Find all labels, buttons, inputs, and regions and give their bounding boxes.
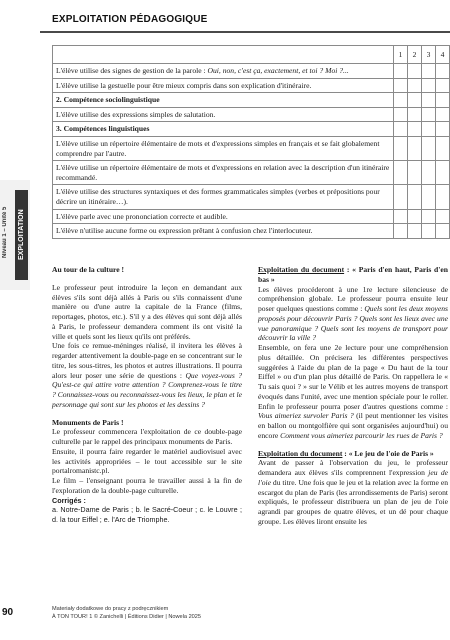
grid-cell-text: L'élève utilise un répertoire élémentaire de mots et d'expressions en relation avec la description d'un itinéraire recommandé. bbox=[53, 161, 394, 185]
side-section-label: EXPLOITATION PÉDAGOGIQUE bbox=[15, 190, 28, 280]
section-heading-paris: Exploitation du document : « Paris d'en haut, Paris d'en bas » bbox=[258, 265, 448, 284]
grid-scale-row bbox=[53, 46, 450, 64]
paragraph: Ensemble, on fera une 2e lecture pour une compréhension plus détaillée. On précisera les différentes perspectives suggérées à l'aide du plan de la page « Du haut de la tour Eiffel » ou d'un plan plus détaillé de Paris. On rappellera le « Tu sais quoi ? » sur le Vélib et les autres moyens de transport évoqués dans l'unité, avec une mention spéciale pour le roller. Enfin le professeur pourra poser d'autres questions comme : Vous aimeriez survoler Paris ? (il peut mentionner les visites en ballon ou montgolfière qui sont organisées aujourd'hui) ou encore Comment vous aimeriez parcourir les rues de Paris ? bbox=[258, 343, 448, 440]
section-heading-monuments: Monuments de Paris ! bbox=[52, 417, 124, 427]
paragraph: Le professeur commencera l'exploitation de ce double-page culturelle par le rappel des principaux monuments de Paris. bbox=[52, 427, 242, 446]
page-number: 90 bbox=[2, 607, 14, 618]
side-level-label: Niveau 1 – Unité 5 bbox=[2, 206, 8, 258]
grid-row bbox=[53, 136, 450, 160]
corriges-label: Corrigés : bbox=[52, 495, 86, 505]
grid-row bbox=[53, 64, 450, 79]
grid-row bbox=[53, 107, 450, 122]
grid-cell-text: L'élève utilise un répertoire élémentaire de mots et d'expressions simples en français et se fait globalement comprendre par l'autre. bbox=[53, 136, 394, 160]
paragraph: Une fois ce remue-méninges réalisé, il invitera les élèves à regarder attentivement la double-page en se concentrant sur le titre, les sous-titres, les photos et autres illustrations. Il pourra alors leur poser une série de questions : Que voyez-vous ? Qu'est-ce qui attire votre attention ? Comprenez-vous le titre ? Connaissez-vous ou reconnaissez-vous les lieux, le plan et le personnage qui sont sur les photos et les dessins ? bbox=[52, 341, 243, 409]
grid-corner bbox=[53, 46, 394, 64]
scale-2: 2 bbox=[408, 46, 422, 64]
paragraph: Les élèves procéderont à une 1re lecture silencieuse de compréhension globale. Le professeur pourra ensuite leur poser quelques questions comme : Quels sont les deux moyens proposés pour découvrir Paris ? Quels sont les lieux avec une vue panoramique ? Quels sont les moyens de transport pour découvrir la ville ? bbox=[258, 284, 448, 343]
header-rule bbox=[40, 31, 450, 33]
grid-row bbox=[53, 224, 450, 239]
paragraph: Avant de passer à l'observation du jeu, le professeur demandera aux élèves s'ils comprennent l'expression jeu de l'oie du titre. Une fois que le jeu et la relation avec la forme en escargot du plan de Paris (les arrondissements de Paris) seront expliqués, le professeur distribuera un plan de jeu de l'oie agrandi par groupes de quatre élèves, et un dé pour chaque groupe. Les élèves liront ensuite les bbox=[258, 458, 449, 526]
grid-row bbox=[53, 185, 450, 209]
grid-row bbox=[53, 78, 450, 93]
grid-cell-text: L'élève n'utilise aucune forme ou expression prêtant à confusion chez l'interlocuteur. bbox=[53, 224, 394, 239]
grid-row bbox=[53, 209, 450, 224]
paragraph: Le professeur peut introduire la leçon en demandant aux élèves s'ils sont déjà allés à Paris ou s'ils connaissent d'une manière ou d'une autre la capitale de la France (films, reportages, photos, etc.). S'il y a des élèves qui sont déjà allés à Paris, le professeur demandera comment ils ont visité la ville et quels sont les lieux qu'ils ont préférés. bbox=[52, 282, 242, 341]
scale-4: 4 bbox=[436, 46, 450, 64]
paragraph: Ensuite, il pourra faire regarder le matériel audiovisuel avec les activités appropriées – le tout accessible sur le site portalromanistc.pl. bbox=[52, 446, 242, 476]
grid-section-row bbox=[53, 93, 450, 108]
section-heading-jeu: Exploitation du document : « Le jeu de l'oie de Paris » bbox=[258, 448, 434, 458]
left-column bbox=[52, 265, 242, 525]
scale-1: 1 bbox=[394, 46, 408, 64]
right-column bbox=[258, 265, 448, 527]
corriges-answers: a. Notre-Dame de Paris ; b. le Sacré-Coeur ; c. le Louvre ; d. la tour Eiffel ; e. l'Arc de Triomphe. bbox=[52, 505, 242, 524]
grid-cell-text: L'élève utilise la gestuelle pour être mieux compris dans son explication d'itinéraire. bbox=[53, 78, 394, 93]
scale-3: 3 bbox=[422, 46, 436, 64]
evaluation-grid bbox=[52, 45, 450, 239]
grid-cell-text: L'élève utilise des structures syntaxiques et des formes grammaticales simples (verbes et prépositions pour décrire un itinéraire…). bbox=[53, 185, 394, 209]
footer-credits: Materiały dodatkowe do pracy z podręcznikiem À TON TOUR! 1 © Zanichelli | Éditions Didier | Nowela 2025 bbox=[52, 606, 202, 620]
page-header-title: EXPLOITATION PÉDAGOGIQUE bbox=[52, 14, 208, 25]
grid-row bbox=[53, 161, 450, 185]
section-heading-culture: Au tour de la culture ! bbox=[52, 265, 125, 274]
grid-cell-text: L'élève utilise des signes de gestion de la parole : Oui, non, c'est ça, exactement, et toi ? Moi ?... bbox=[53, 64, 394, 79]
grid-section-heading: 2. Compétence sociolinguistique bbox=[53, 93, 394, 108]
grid-section-heading: 3. Compétences linguistiques bbox=[53, 122, 394, 137]
paragraph: Le film – l'enseignant pourra le travailler aussi à la fin de l'exploration de la double-page culturelle. bbox=[52, 476, 242, 495]
grid-cell-text: L'élève parle avec une prononciation correcte et audible. bbox=[53, 209, 394, 224]
grid-section-row bbox=[53, 122, 450, 137]
grid-cell-text: L'élève utilise des expressions simples de salutation. bbox=[53, 107, 394, 122]
